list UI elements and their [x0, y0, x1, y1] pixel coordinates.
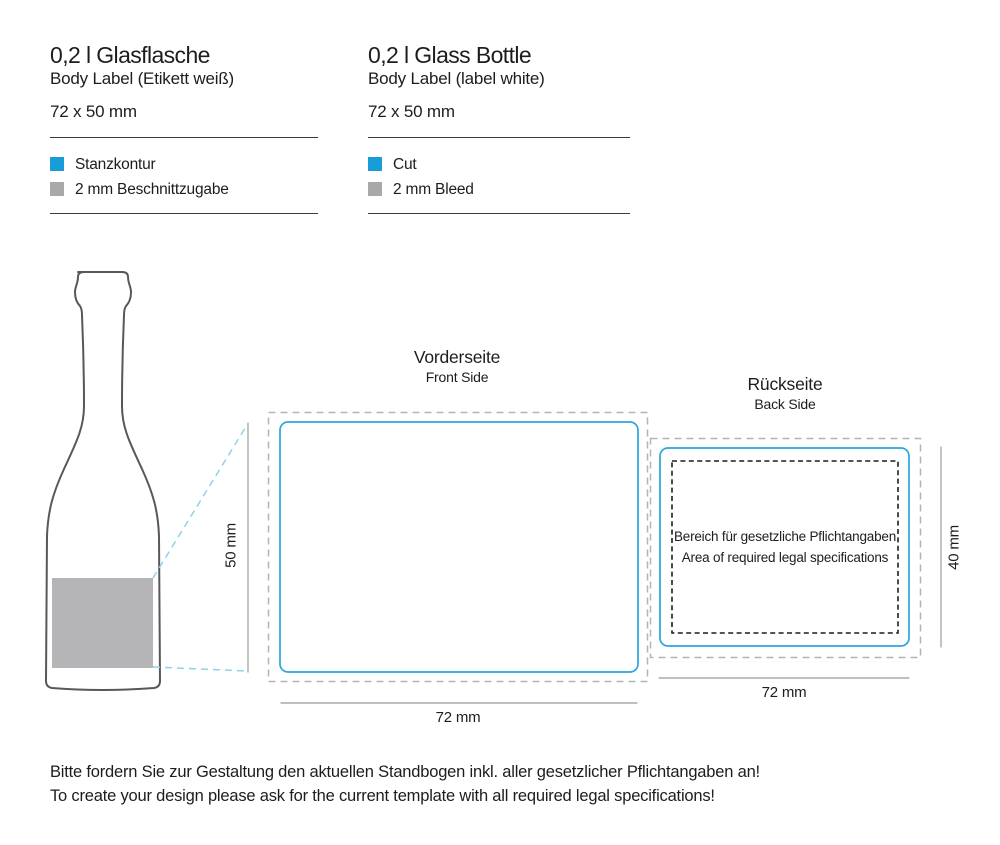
header-de-title: 0,2 l Glasflasche — [50, 42, 210, 68]
projection-line-bottom — [153, 667, 247, 671]
footer-line-en: To create your design please ask for the current template with all required legal specifications! — [50, 787, 715, 805]
legend-bleed-label-en: 2 mm Bleed — [393, 181, 474, 198]
bleed-color-swatch-en — [368, 182, 382, 196]
cut-color-swatch-en — [368, 157, 382, 171]
bottle-label-area — [52, 578, 153, 668]
front-title-en: Front Side — [425, 369, 489, 385]
bleed-color-swatch-de — [50, 182, 64, 196]
header-en-size: 72 x 50 mm — [368, 102, 455, 121]
front-height-dimension-label: 50 mm — [222, 523, 240, 568]
header-en-title: 0,2 l Glass Bottle — [368, 42, 532, 68]
header-en-subtitle: Body Label (label white) — [368, 69, 545, 88]
front-title-de: Vorderseite — [413, 347, 501, 367]
header-en-rule-bottom — [368, 213, 630, 214]
back-width-dimension-label: 72 mm — [761, 684, 807, 701]
legal-text-de: Bereich für gesetzliche Pflichtangaben — [673, 529, 897, 544]
header-de-rule-top — [50, 137, 318, 138]
legal-area-text — [672, 461, 898, 633]
bottle-drawing — [46, 272, 160, 690]
front-side-title-block — [377, 346, 537, 386]
front-width-dimension-label: 72 mm — [435, 709, 481, 726]
header-en-rule-top — [368, 137, 630, 138]
back-title-de: Rückseite — [747, 374, 823, 394]
footer-line-de: Bitte fordern Sie zur Gestaltung den aktuellen Standbogen inkl. aller gesetzlicher Pflichtangaben an! — [50, 763, 760, 781]
legend-bleed-label-de: 2 mm Beschnittzugabe — [75, 181, 229, 198]
header-de-rule-bottom — [50, 213, 318, 214]
back-height-dimension-label: 40 mm — [945, 525, 963, 570]
legend-cut-label-en: Cut — [393, 156, 417, 173]
header-de-subtitle: Body Label (Etikett weiß) — [50, 69, 234, 88]
back-side-title-block — [705, 373, 865, 413]
legend-cut-label-de: Stanzkontur — [75, 156, 156, 173]
footer-note — [50, 760, 760, 808]
header-de-size: 72 x 50 mm — [50, 102, 137, 121]
legal-text-en: Area of required legal specifications — [681, 550, 889, 565]
front-cut-box — [280, 422, 638, 672]
back-title-en: Back Side — [754, 396, 816, 412]
cut-color-swatch-de — [50, 157, 64, 171]
